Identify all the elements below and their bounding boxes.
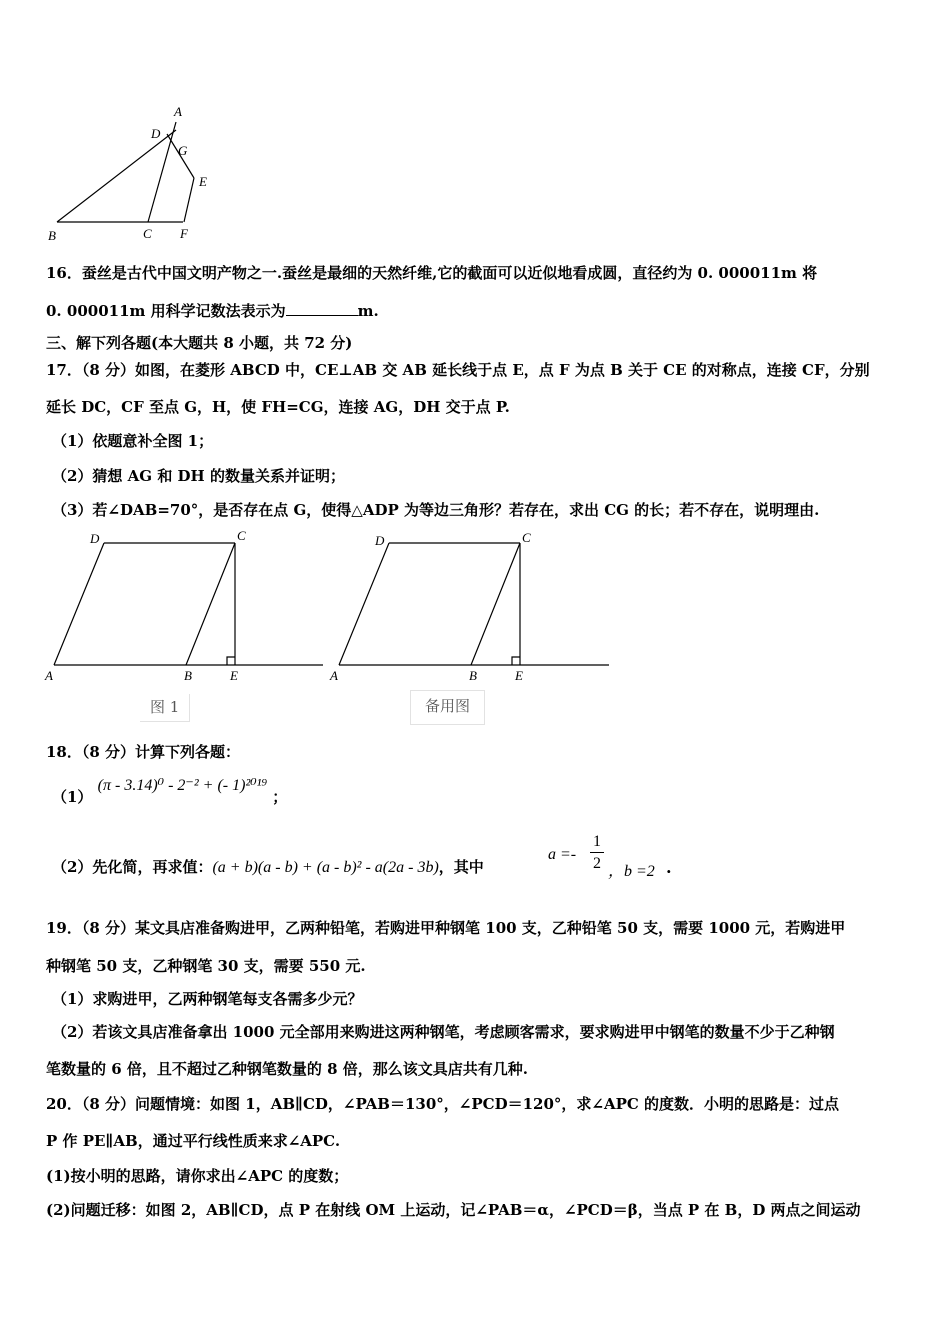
q18-a-value: a =- [548,846,577,863]
fig1-label-C: C [237,528,246,543]
figure-1-caption [140,694,190,722]
answer-blank [286,303,358,316]
q20-part2: (2)问题迁移：如图 2，AB∥CD，点 P 在射线 OM 上运动，记∠PAB＝α，∠PCD＝β，当点 P 在 B，D 两点之间运动 [46,1201,861,1219]
fig2-label-E: E [515,668,523,683]
q16-line2-post: m. [357,302,379,320]
q19-part2-line1: （2）若该文具店准备拿出 1000 元全部用来购进这两种钢笔，考虑顾客需求，要求购进甲中钢笔的数量不少于乙种钢 [52,1023,835,1041]
q18-title: 18．（8 分）计算下列各题： [46,743,241,761]
q19-line1: 19．（8 分）某文具店准备购进甲，乙两种铅笔，若购进甲种钢笔 100 支，乙种铅笔 50 支，需要 1000 元，若购进甲 [46,919,846,937]
q16-line2 [46,300,379,321]
q17-line2: 延长 DC，CF 至点 G，H，使 FH=CG，连接 AG，DH 交于点 P. [46,398,510,416]
fig1-label-B: B [184,668,192,683]
label-C: C [143,226,152,241]
label-E: E [199,174,207,189]
q19-part1: （1）求购进甲，乙两种钢笔每支各需多少元？ [52,990,363,1008]
label-A: A [174,104,182,119]
label-B: B [48,228,56,243]
q16-line2-pre: 0. 000011m 用科学记数法表示为 [46,302,286,320]
q18-fraction [590,832,604,875]
q18-part2 [52,856,484,877]
q19-part2-line2: 笔数量的 6 倍，且不超过乙种钢笔数量的 8 倍，那么该文具店共有几种. [46,1060,528,1078]
figure-1-caption-text: 图 1 [150,698,180,716]
fig2-label-A: A [330,668,338,683]
q18-part2-label: （2）先化简，再求值： [52,858,213,876]
fig2-label-C: C [522,530,531,545]
label-G: G [178,143,188,158]
q20-part1: (1)按小明的思路，请你求出∠APC 的度数； [46,1167,349,1185]
fig1-label-D: D [90,531,100,546]
fraction-denominator: 2 [593,855,601,872]
figure-top [40,100,230,248]
q17-part2: （2）猜想 AG 和 DH 的数量关系并证明； [52,467,345,485]
q17-part1: （1）依题意补全图 1； [52,432,214,450]
fig1-label-A: A [45,668,53,683]
q17-line1: 17．（8 分）如图，在菱形 ABCD 中，CE⊥AB 交 AB 延长线于点 E，点 F 为点 B 关于 CE 的对称点，连接 CF，分别 [46,361,870,379]
q20-line1: 20．（8 分）问题情境：如图 1，AB∥CD，∠PAB＝130°，∠PCD＝120°，求∠APC 的度数．小明的思路是：过点 [46,1095,840,1113]
fig2-label-D: D [375,533,385,548]
section-title: 三、解下列各题(本大题共 8 小题，共 72 分) [46,334,353,352]
figure-backup-caption-text: 备用图 [425,697,471,715]
label-D: D [151,126,161,141]
q18-b-value: ，b =2 [608,863,655,880]
fraction-numerator: 1 [590,832,604,853]
fig1-label-E: E [230,668,238,683]
figure-backup-caption [410,690,485,725]
q18-part2-mid: ，其中 [438,858,484,876]
q19-line2: 种钢笔 50 支，乙种钢笔 30 支，需要 550 元. [46,957,366,975]
q18-part1-label: （1） [52,788,93,806]
q17-part3: （3）若∠DAB=70°，是否存在点 G，使得△ADP 为等边三角形？若存在，求出 CG 的长；若不存在，说明理由. [52,501,820,519]
fig2-label-B: B [469,668,477,683]
label-F: F [180,226,188,241]
q18-period: . [666,858,672,877]
q18-part1-expression: (π - 3.14)⁰ - 2⁻² + (- 1)²⁰¹⁹ [97,777,268,794]
q20-line2: P 作 PE∥AB，通过平行线性质来求∠APC. [46,1132,341,1150]
q18-part1 [52,774,288,806]
q18-part2-expression: (a + b)(a - b) + (a - b)² - a(2a - 3b) [212,859,439,876]
q18-part1-end: ； [272,788,288,806]
rhombus-figure-backup [325,525,615,685]
rhombus-figure-1 [40,525,330,685]
q16-line1: 16．蚕丝是古代中国文明产物之一.蚕丝是最细的天然纤维,它的截面可以近似地看成圆，直径约为 0. 000011m 将 [46,264,818,282]
